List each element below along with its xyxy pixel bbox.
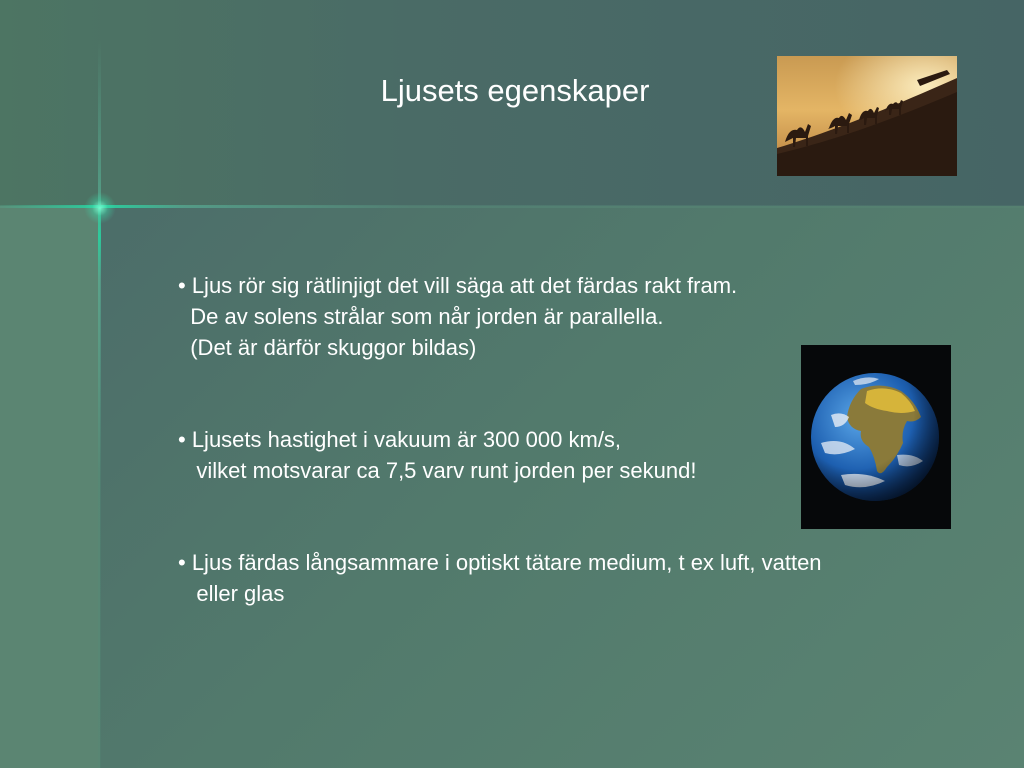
bullet-line: De av solens strålar som når jorden är parallella. [178,304,664,329]
bullet-line: (Det är därför skuggor bildas) [178,335,477,360]
earth-globe-image [801,345,951,529]
bullet-straight-line [178,270,737,363]
left-margin-band [0,206,100,768]
glow-star-icon [84,192,116,224]
bullet-line: • Ljusets hastighet i vakuum är 300 000 km/s, [178,427,622,452]
vertical-accent-line [98,40,101,768]
horizontal-accent-line [0,205,1024,208]
bullet-denser-medium [178,547,822,609]
desert-caravan-image [777,56,957,176]
bullet-line: • Ljus färdas långsammare i optiskt tätare medium, t ex luft, vatten [178,550,822,575]
slide-title: Ljusets egenskaper [380,73,650,108]
bullet-line: eller glas [178,581,285,606]
bullet-line: • Ljus rör sig rätlinjigt det vill säga att det färdas rakt fram. [178,273,738,298]
bullet-line: vilket motsvarar ca 7,5 varv runt jorden per sekund! [178,458,697,483]
bullet-speed-of-light [178,424,696,486]
